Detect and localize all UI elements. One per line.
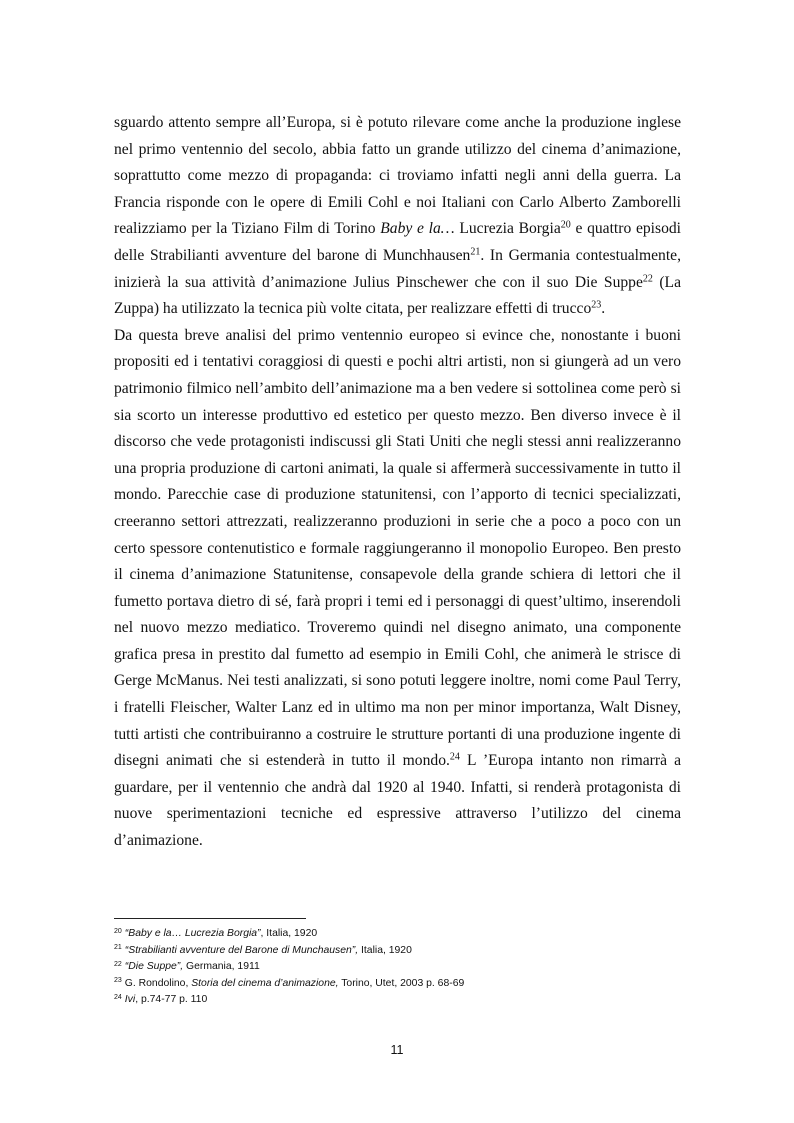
paragraph-1-text-a: sguardo attento sempre all’Europa, si è potuto rilevare come anche la produzione inglese nel primo ventennio del secolo, abbia fatto un grande utilizzo del cinema d’animazione, soprattutto come mezzo di propaganda: ci troviamo infatti negli anni della guerra. La Francia risponde con le opere di Emili Cohl e noi Italiani con Carlo Alberto Zamborelli realizziamo per la Tiziano Film di Torino	[114, 114, 681, 238]
footnote-ref-20[interactable]: 20	[560, 219, 571, 231]
footnote-italic: “Strabilianti avventure del Barone di Munchausen”,	[124, 944, 359, 956]
footnote-italic: “Baby e la… Lucrezia Borgia”	[124, 928, 261, 939]
footnote-number: 22	[114, 960, 122, 968]
footnote-23	[114, 976, 681, 993]
paragraph-1-text-b: Lucrezia Borgia	[454, 220, 561, 238]
paragraph-1-text-c: e quattro episodi delle Strabilianti avventure del barone di Munchhausen	[114, 220, 681, 264]
footnote-ref-24[interactable]: 24	[449, 751, 460, 763]
film-title-italic: Baby e la…	[380, 220, 455, 238]
footnote-italic: “Die Suppe”,	[124, 961, 184, 973]
footnote-number: 20	[114, 927, 122, 935]
footnote-author: G. Rondolino,	[124, 977, 192, 989]
footnote-number: 24	[114, 993, 122, 1001]
footnote-number: 21	[114, 944, 122, 952]
paragraph-2-text-b: L ’Europa intanto non rimarrà a guardare, per il ventennio che andrà dal 1920 al 1940. Infatti, si renderà protagonista di nuove sperimentazioni tecniche ed espressive attraverso l’utilizzo del cinema d’animazione.	[114, 752, 681, 850]
footnote-ref-23[interactable]: 23	[591, 299, 602, 311]
footnote-text: , Italia, 1920	[260, 928, 318, 939]
footnote-22	[114, 959, 681, 976]
footnote-ref-21[interactable]: 21	[470, 246, 481, 258]
paragraph-2	[114, 323, 681, 855]
footnote-italic: Ivi	[124, 994, 136, 1006]
paragraph-1-text-f: .	[601, 300, 606, 318]
footnote-italic: Storia del cinema d’animazione,	[191, 977, 339, 989]
footnote-number: 23	[114, 977, 122, 985]
paragraph-1-text-e: (La Zuppa) ha utilizzato la tecnica più volte citata, per realizzare effetti di trucco	[114, 273, 681, 318]
footnote-20	[114, 926, 681, 943]
footnote-text: , p.74-77 p. 110	[135, 994, 208, 1006]
paragraph-2-text-a: Da questa breve analisi del primo ventennio europeo si evince che, nonostante i buoni propositi ed i tentativi coraggiosi di questi e pochi altri artisti, non si giungerà ad un vero patrimonio filmico nell’ambito dell’animazione ma a ben vedere si sottolinea come però si sia scorto un interesse produttivo ed estetico per questo mezzo. Ben diverso invece è il discorso che vede protagonisti indiscussi gli Stati Uniti che negli stessi anni realizzeranno una propria produzione di cartoni animati, la quale si affermerà successivamente in tutto il mondo. Parecchie case di produzione statunitensi, con l’apporto di tecnici specializzati, creeranno settori attrezzati, realizzeranno produzioni in serie che a poco a poco con un certo spessore contenutistico e formale raggiungeranno il monopolio Europeo. Ben presto il cinema d’animazione Statunitense, consapevole della grande schiera di lettori che il fumetto portava dietro di sé, farà propri i temi ed i personaggi di quest’ultimo, inserendoli nel nuovo mezzo mediatico. Troveremo quindi nel disegno animato, una componente grafica presa in prestito dal fumetto ad esempio in Emili Cohl, che animerà le strisce di Gerge McManus. Nei testi analizzati, si sono potuti leggere inoltre, nomi come Paul Terry, i fratelli Fleischer, Walter Lanz ed in ultimo ma non per minor importanza, Walt Disney, tutti artisti che contribuiranno a costruire le strutture portanti di una produzione ingente di disegni animati che si estenderà in tutto il mondo.	[114, 326, 681, 770]
body-text	[114, 110, 681, 855]
footnote-separator	[114, 918, 306, 919]
paragraph-1	[114, 110, 681, 323]
footnote-ref-22[interactable]: 22	[642, 273, 653, 285]
paragraph-1-text-d: . In Germania contestualmente, inizierà la sua attività d’animazione Julius Pinschewer che con il suo Die Suppe	[114, 246, 681, 291]
footnote-text: Germania, 1911	[183, 961, 260, 973]
footnote-text: Torino, Utet, 2003 p. 68-69	[338, 977, 465, 989]
footnotes	[114, 926, 681, 1009]
page-number: 11	[390, 1043, 404, 1057]
footnote-text: Italia, 1920	[358, 944, 412, 956]
footnote-21	[114, 943, 681, 960]
footnote-24	[114, 992, 681, 1009]
